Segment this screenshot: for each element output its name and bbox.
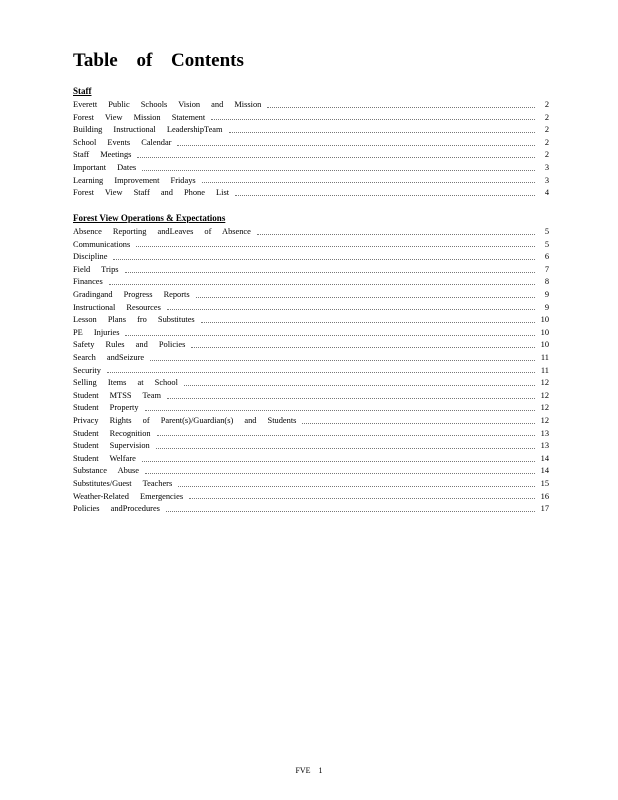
toc-entry	[73, 491, 549, 504]
toc-entry-page-number: 12	[540, 403, 549, 413]
toc-entry-label: PE Injuries	[73, 327, 120, 337]
toc-entry-label: Safety Rules and Policies	[73, 340, 186, 350]
toc-entry	[73, 314, 549, 327]
toc-entry-label: Forest View Staff and Phone List	[73, 188, 230, 198]
dot-leader	[125, 335, 534, 336]
toc-entry-page-number: 9	[544, 290, 549, 299]
toc-entry-label: Discipline	[73, 252, 108, 262]
toc-entry-page-number: 10	[540, 315, 549, 325]
toc-entry-label: Student MTSS Team	[73, 390, 161, 400]
toc-entry-page-number: 13	[540, 441, 549, 451]
toc-entry-label: Privacy Rights of Parent(s)/Guardian(s) and Students	[73, 416, 297, 425]
toc-entry	[73, 503, 549, 516]
toc-entry-page-number: 14	[540, 466, 549, 476]
toc-entry-label: Field Trips	[73, 264, 119, 274]
toc-entry	[73, 453, 549, 466]
dot-leader	[211, 119, 535, 120]
toc-entry	[73, 149, 549, 162]
toc-entry-label: Forest View Mission Statement	[73, 112, 206, 122]
toc-entry	[73, 226, 549, 239]
toc-entry-label: Search andSeizure	[73, 353, 145, 362]
toc-entry-page-number: 11	[540, 353, 549, 362]
dot-leader	[167, 309, 535, 310]
toc-entry	[73, 365, 549, 378]
toc-entry-label: Student Property	[73, 403, 139, 413]
toc-entry-page-number: 2	[544, 125, 549, 135]
toc-entry-page-number: 2	[544, 150, 549, 160]
toc-entry-page-number: 2	[544, 100, 549, 109]
toc-entry	[73, 390, 549, 403]
toc-entry	[73, 124, 549, 137]
toc-entry-label: Lesson Plans fro Substitutes	[73, 315, 195, 325]
toc-entry-page-number: 10	[540, 327, 549, 337]
toc-entry-page-number: 5	[544, 227, 549, 236]
toc-entry-page-number: 10	[540, 340, 549, 350]
toc-entry-label: Student Welfare	[73, 453, 136, 463]
toc-entry-page-number: 3	[544, 175, 549, 185]
toc-entry	[73, 302, 549, 315]
toc-entry-page-number: 12	[540, 378, 549, 388]
dot-leader	[184, 385, 535, 386]
toc-entry-label: Substitutes/Guest Teachers	[73, 479, 173, 488]
dot-leader	[235, 195, 535, 196]
page-footer: FVE 1	[295, 766, 323, 775]
toc-entry-label: Building Instructional LeadershipTeam	[73, 125, 223, 135]
page-title: Table of Contents	[73, 50, 244, 71]
toc-entry-page-number: 12	[540, 390, 549, 400]
toc-entry-label: Staff Meetings	[73, 150, 132, 160]
dot-leader	[302, 423, 534, 424]
toc-entry-label: Security	[73, 365, 101, 375]
toc-entry-page-number: 16	[540, 491, 549, 501]
toc-entry-label: School Events Calendar	[73, 137, 172, 147]
dot-leader	[166, 511, 535, 512]
toc-entry-label: Student Recognition	[73, 428, 151, 438]
toc-entry-page-number: 15	[540, 479, 549, 488]
toc-entry	[73, 264, 549, 277]
toc-entry	[73, 327, 549, 340]
toc-entry-label: Absence Reporting andLeaves of Absence	[73, 227, 251, 236]
dot-leader	[113, 259, 535, 260]
toc-entry-page-number: 17	[540, 504, 549, 514]
toc-entry-page-number: 9	[544, 302, 549, 312]
dot-leader	[156, 448, 535, 449]
toc-entry-label: Communications	[73, 239, 131, 249]
toc-entry-label: Everett Public Schools Vision and Mission	[73, 100, 262, 109]
toc-entry	[73, 352, 549, 365]
toc-entry	[73, 239, 549, 252]
toc-entry-page-number: 12	[540, 416, 549, 425]
toc-entry	[73, 377, 549, 390]
toc-entry-label: Gradingand Progress Reports	[73, 290, 190, 299]
toc-entry-label: Learning Improvement Fridays	[73, 175, 196, 185]
toc-entry	[73, 339, 549, 352]
toc-entry-page-number: 7	[544, 264, 549, 274]
dot-leader	[107, 372, 535, 373]
dot-leader	[136, 246, 535, 247]
toc-entry	[73, 187, 549, 200]
toc-entry-label: Substance Abuse	[73, 466, 139, 476]
dot-leader	[229, 132, 535, 133]
toc-entry-page-number: 6	[544, 252, 549, 262]
toc-entry	[73, 276, 549, 289]
dot-leader	[191, 347, 534, 348]
dot-leader	[201, 322, 535, 323]
toc-entry	[73, 415, 549, 428]
toc-entry	[73, 440, 549, 453]
dot-leader	[257, 234, 535, 235]
dot-leader	[157, 435, 535, 436]
toc-entry	[73, 465, 549, 478]
toc-entry	[73, 478, 549, 491]
toc-entry-page-number: 13	[540, 428, 549, 438]
toc-entry-label: Policies andProcedures	[73, 504, 160, 514]
toc-entry-label: Finances	[73, 277, 103, 287]
dot-leader	[150, 360, 535, 361]
toc-entry-label: Important Dates	[73, 163, 137, 172]
toc-entry	[73, 175, 549, 188]
dot-leader	[167, 398, 535, 399]
dot-leader	[177, 145, 535, 146]
dot-leader	[125, 272, 535, 273]
toc-entry-label: Student Supervision	[73, 441, 150, 451]
dot-leader	[142, 170, 535, 171]
toc-entry-label: Weather-Related Emergencies	[73, 491, 184, 501]
dot-leader	[196, 297, 535, 298]
toc-entry-page-number: 2	[544, 112, 549, 122]
toc-entry-page-number: 2	[544, 137, 549, 147]
section-heading: Staff	[73, 86, 92, 96]
toc-entry-page-number: 3	[544, 163, 549, 172]
toc-entry	[73, 289, 549, 302]
dot-leader	[142, 461, 535, 462]
dot-leader	[145, 410, 535, 411]
toc-entry	[73, 99, 549, 112]
toc-entry-page-number: 8	[544, 277, 549, 287]
dot-leader	[202, 182, 535, 183]
dot-leader	[178, 486, 534, 487]
toc-entry-label: Instructional Resources	[73, 302, 161, 312]
dot-leader	[145, 473, 535, 474]
toc-entry-page-number: 5	[544, 239, 549, 249]
dot-leader	[189, 498, 535, 499]
toc-entry	[73, 162, 549, 175]
toc-entry	[73, 251, 549, 264]
dot-leader	[267, 107, 535, 108]
toc-entry	[73, 112, 549, 125]
toc-entry-page-number: 14	[540, 453, 549, 463]
toc-entry	[73, 402, 549, 415]
dot-leader	[109, 284, 535, 285]
toc-entry-page-number: 11	[540, 365, 549, 375]
toc-entry-page-number: 4	[544, 188, 549, 198]
toc-entry	[73, 428, 549, 441]
dot-leader	[137, 157, 535, 158]
section-heading: Forest View Operations & Expectations	[73, 213, 226, 223]
toc-entry-label: Selling Items at School	[73, 378, 178, 388]
toc-entry	[73, 137, 549, 150]
